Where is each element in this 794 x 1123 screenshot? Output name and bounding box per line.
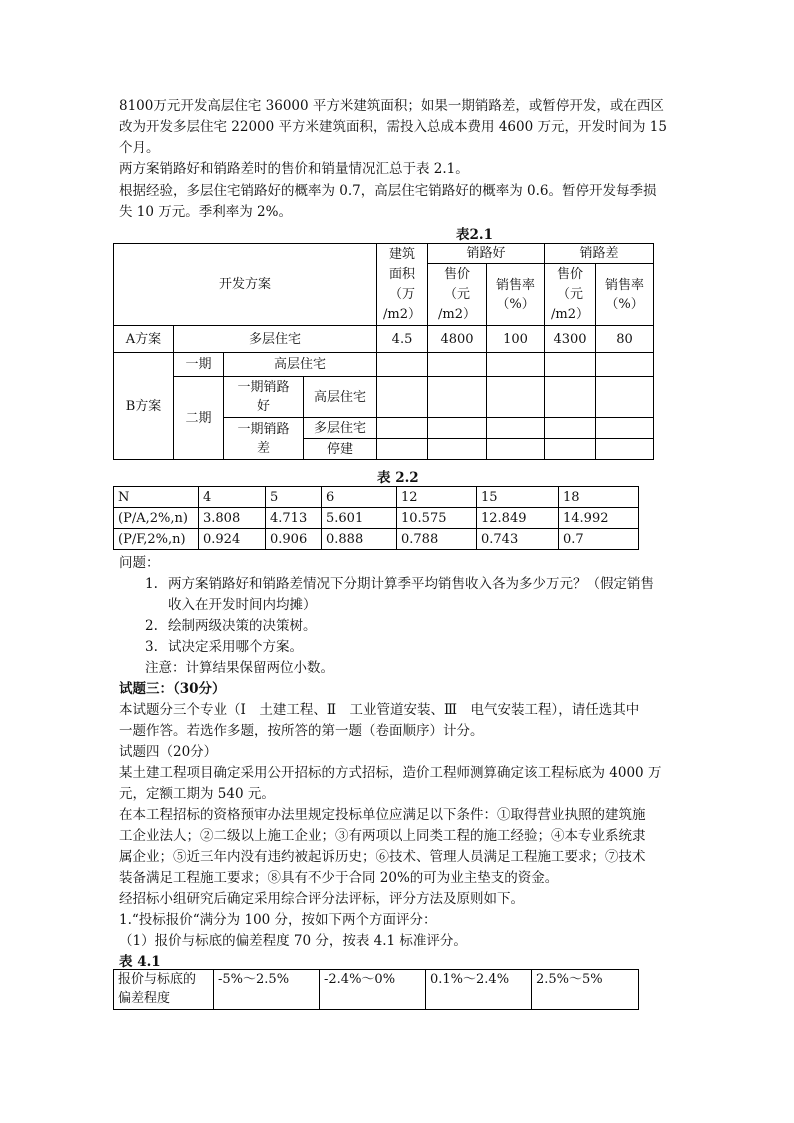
section-title: 试题三：（30分） <box>119 681 226 697</box>
section-paragraph: 元，定额工期为 540 元。 <box>119 786 275 802</box>
section-paragraph: 本试题分三个专业（Ⅰ 土建工程、Ⅱ 工业管道安装、Ⅲ 电气安装工程），请任选其中 <box>119 702 640 718</box>
row-label: N <box>114 487 199 508</box>
table-cell: 6 <box>322 487 397 508</box>
table-cell: 3.808 <box>199 508 266 529</box>
section-paragraph: 装备满足工程施工要求；⑧具有不少于合同 20%的可为业主垫支的资金。 <box>119 870 559 886</box>
table-cell <box>487 418 545 439</box>
plan-b-p2-good-type: 高层住宅 <box>304 377 377 418</box>
row-label: (P/F,2%,n) <box>114 529 199 550</box>
intro-line: 个月。 <box>119 140 160 156</box>
question-number: 3. <box>145 639 158 655</box>
header-bad: 销路差 <box>545 244 654 264</box>
table-cell: 0.788 <box>397 529 477 550</box>
plan-b-phase1-type: 高层住宅 <box>224 353 377 377</box>
table-row <box>114 487 639 508</box>
header-price-good: 售价 （元 /m2） <box>428 264 487 326</box>
plan-b-p2-good: 一期销路 好 <box>224 377 304 418</box>
table-cell: 12 <box>397 487 477 508</box>
table-cell: 4.713 <box>266 508 322 529</box>
table-caption: 表2.1 <box>456 227 493 243</box>
table-cell: 4 <box>199 487 266 508</box>
section-paragraph: 一题作答。若选作多题，按所答的第一题（卷面顺序）计分。 <box>119 723 484 739</box>
questions-title: 问题： <box>119 555 160 571</box>
section-paragraph: 经招标小组研究后确定采用综合评分法评标，评分方法及原则如下。 <box>119 891 524 907</box>
plan-b-p2-bad-type2: 停建 <box>304 439 377 460</box>
table-cell <box>596 418 654 439</box>
deviation-range: 2.5%～5% <box>532 970 639 1010</box>
deviation-range: -5%～2.5% <box>214 970 320 1010</box>
plan-a-price-bad: 4300 <box>545 326 596 353</box>
section-paragraph: 1.“投标报价“满分为 100 分，按如下两个方面评分： <box>119 912 437 928</box>
intro-line: 两方案销路好和销路差时的售价和销量情况汇总于表 2.1。 <box>119 161 469 177</box>
question-text: 两方案销路好和销路差情况下分期计算季平均销售收入各为多少万元？（假定销售 <box>168 576 654 592</box>
table-cell <box>596 353 654 377</box>
plan-b-phase1: 一期 <box>174 353 224 377</box>
table-cell <box>428 353 487 377</box>
section-paragraph: （1）报价与标底的偏差程度 70 分，按表 4.1 标准评分。 <box>119 933 467 949</box>
plan-b-p2-bad: 一期销路 差 <box>224 418 304 460</box>
note-text: 注意：计算结果保留两位小数。 <box>145 660 334 676</box>
table-row <box>114 529 639 550</box>
table-cell: 12.849 <box>477 508 559 529</box>
table-cell <box>487 377 545 418</box>
table-cell: 0.7 <box>559 529 639 550</box>
header-plan: 开发方案 <box>114 244 377 326</box>
deviation-range: -2.4%～0% <box>320 970 426 1010</box>
plan-b-phase2: 二期 <box>174 377 224 460</box>
intro-line: 8100万元开发高层住宅 36000 平方米建筑面积；如果一期销路差，或暂停开发，或在西区 <box>119 98 664 114</box>
table-cell <box>596 439 654 460</box>
table-cell <box>545 439 596 460</box>
plan-a-rate-bad: 80 <box>596 326 654 353</box>
table-caption: 表 4.1 <box>119 954 161 970</box>
header-good: 销路好 <box>428 244 545 264</box>
plan-b-label: B方案 <box>114 353 174 460</box>
table-cell: 5.601 <box>322 508 397 529</box>
plan-a-area: 4.5 <box>377 326 428 353</box>
plan-a-price-good: 4800 <box>428 326 487 353</box>
question-number: 1. <box>145 576 158 592</box>
table-cell <box>377 418 428 439</box>
table-cell: 0.743 <box>477 529 559 550</box>
plan-b-p2-bad-type1: 多层住宅 <box>304 418 377 439</box>
table-cell <box>428 439 487 460</box>
header-price-bad: 售价 （元 /m2） <box>545 264 596 326</box>
table-cell <box>377 439 428 460</box>
deviation-label: 报价与标底的 偏差程度 <box>114 970 214 1010</box>
table-cell: 5 <box>266 487 322 508</box>
intro-line: 根据经验，多层住宅销路好的概率为 0.7，高层住宅销路好的概率为 0.6。暂停开发每季损 <box>119 183 657 199</box>
question-number: 2. <box>145 618 158 634</box>
table-cell <box>545 377 596 418</box>
table-cell <box>377 377 428 418</box>
deviation-range: 0.1%～2.4% <box>426 970 532 1010</box>
table-cell: 0.924 <box>199 529 266 550</box>
table-cell <box>487 439 545 460</box>
header-rate-bad: 销售率 （%） <box>596 264 654 326</box>
question-text: 绘制两级决策的决策树。 <box>168 618 317 634</box>
table-cell: 14.992 <box>559 508 639 529</box>
section-paragraph: 工企业法人；②二级以上施工企业；③有两项以上同类工程的施工经验；④本专业系统隶 <box>119 828 646 844</box>
table-cell <box>428 418 487 439</box>
table-cell: 10.575 <box>397 508 477 529</box>
question-text: 试决定采用哪个方案。 <box>168 639 303 655</box>
section-paragraph: 属企业；⑤近三年内没有违约被起诉历史；⑥技术、管理人员满足工程施工要求；⑦技术 <box>119 849 646 865</box>
header-rate-good: 销售率 （%） <box>487 264 545 326</box>
table-cell: 15 <box>477 487 559 508</box>
section-paragraph: 某土建工程项目确定采用公开招标的方式招标，造价工程师测算确定该工程标底为 4000 万 <box>119 765 662 781</box>
table-cell <box>377 353 428 377</box>
intro-line: 改为开发多层住宅 22000 平方米建筑面积，需投入总成本费用 4600 万元，开发时间为 15 <box>119 119 667 135</box>
table-cell: 18 <box>559 487 639 508</box>
table-row <box>114 508 639 529</box>
plan-a-label: A方案 <box>114 326 174 353</box>
table-cell: 0.906 <box>266 529 322 550</box>
question-text: 收入在开发时间内均摊） <box>168 597 317 613</box>
intro-line: 失 10 万元。季利率为 2%。 <box>119 204 292 220</box>
plan-a-type: 多层住宅 <box>174 326 377 353</box>
header-area: 建筑 面积 （万 /m2） <box>377 244 428 326</box>
sales-table <box>113 243 654 460</box>
section-title: 试题四（20分） <box>119 744 218 760</box>
table-cell <box>545 418 596 439</box>
table-cell <box>596 377 654 418</box>
deviation-table <box>113 969 639 1010</box>
row-label: (P/A,2%,n) <box>114 508 199 529</box>
plan-a-rate-good: 100 <box>487 326 545 353</box>
section-paragraph: 在本工程招标的资格预审办法里规定投标单位应满足以下条件：①取得营业执照的建筑施 <box>119 807 646 823</box>
table-cell <box>428 377 487 418</box>
table-cell: 0.888 <box>322 529 397 550</box>
table-cell <box>487 353 545 377</box>
table-cell <box>545 353 596 377</box>
factor-table <box>113 486 639 550</box>
table-caption: 表 2.2 <box>377 470 419 486</box>
